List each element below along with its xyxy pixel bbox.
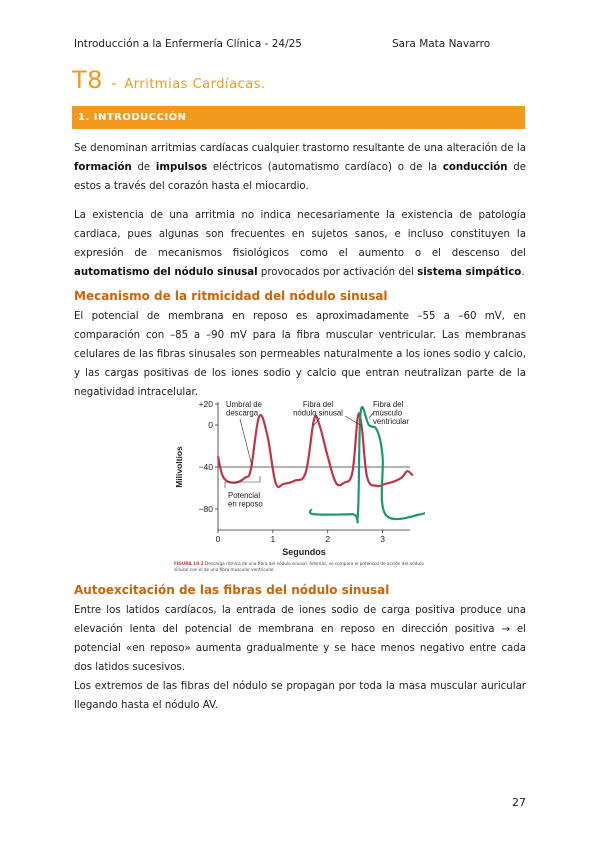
paragraph-existence xyxy=(74,206,526,282)
rest-annotation: Potencial en reposo xyxy=(228,491,263,509)
y-tick-label: −40 xyxy=(198,462,213,472)
page-number: 27 xyxy=(512,796,526,809)
sinus-annotation: Fibra del nódulo sinusal xyxy=(293,400,343,418)
x-tick-label: 2 xyxy=(325,534,331,544)
text-run: de xyxy=(131,162,156,173)
title-separator: - xyxy=(110,74,117,92)
y-axis-label: Milivoltios xyxy=(174,446,184,488)
threshold-pointer xyxy=(240,419,252,466)
text-run: provocados por activación del xyxy=(257,267,418,278)
header-course: Introducción a la Enfermería Clínica - 24/25 xyxy=(74,38,302,50)
arrow-icon: → xyxy=(501,624,510,635)
topic-number: T8 xyxy=(72,66,103,94)
text-bold: formación xyxy=(74,162,132,173)
subheading-autoexcitation: Autoexcitación de las fibras del nódulo sinusal xyxy=(74,583,390,597)
text-run: Se denominan arritmias cardíacas cualquier trastorno resultante de una alteración de la xyxy=(74,143,526,154)
rest-bracket xyxy=(225,476,260,488)
text-run: el potencial «en reposo» aumenta gradualmente y se hace menos negativo entre cada dos latidos sucesivos. xyxy=(74,624,526,673)
caption-text: Descarga rítmica de una fibra del nódulo sinusal. Además, se compara el potencial de acción del nódulo sinusal con el de una fibra muscular ventricular. xyxy=(174,561,424,572)
threshold-annotation: Umbral de descarga xyxy=(226,400,262,418)
x-tick-label: 0 xyxy=(215,534,221,544)
header-author: Sara Mata Navarro xyxy=(392,38,491,50)
text-run: Entre los latidos cardíacos, la entrada de iones sodio de carga positiva produce una elevación lenta del potencial de membrana en reposo en dirección positiva xyxy=(74,605,526,635)
text-bold: sistema simpático xyxy=(417,267,522,278)
text-run: eléctricos (automatismo cardíaco) o de la xyxy=(207,162,443,173)
x-tick-label: 1 xyxy=(270,534,276,544)
paragraph-membrane-potential: El potencial de membrana en reposo es aproximadamente –55 a –60 mV, en comparación con –85 a –90 mV para la fibra muscular ventricular. Las membranas celulares de las fibras sinusales son permeables naturalmente a los iones sodio y calcio, y las cargas positivas de los iones sodio y calcio que entran neutralizan parte de la negatividad intracelular. xyxy=(74,311,526,398)
x-tick-label: 3 xyxy=(380,534,385,544)
subheading-mechanism: Mecanismo de la ritmicidad del nódulo sinusal xyxy=(74,289,388,303)
figure-caption xyxy=(174,561,424,572)
paragraph-propagation: Los extremos de las fibras del nódulo se propagan por toda la masa muscular auricular llegando hasta el nódulo AV. xyxy=(74,681,526,711)
y-tick-label: −80 xyxy=(198,504,213,514)
paragraph-definition xyxy=(74,139,526,196)
text-bold: conducción xyxy=(442,162,508,173)
action-potential-figure xyxy=(170,396,425,574)
caption-label: FIGURA 10-2 xyxy=(174,561,204,566)
text-bold: impulsos xyxy=(155,162,208,173)
text-bold: automatismo del nódulo sinusal xyxy=(74,267,258,278)
text-run: . xyxy=(521,267,525,278)
action-potential-chart xyxy=(170,396,425,566)
y-tick-label: +20 xyxy=(198,399,213,409)
page-title xyxy=(72,66,266,94)
muscle-annotation: Fibra del músculo ventricular xyxy=(373,400,409,426)
text-run: La existencia de una arritmia no indica necesariamente la existencia de patología cardiaca, pues algunas son frecuentes en sujetos sanos, e incluso constituyen la expresión de mecanismos fisiológicos como el aumento o el descenso del xyxy=(74,210,526,259)
text-run: de estos a través del corazón hasta el miocardio. xyxy=(74,162,526,192)
paragraph-autoexcitation xyxy=(74,601,526,677)
topic-name: Arritmias Cardíacas. xyxy=(124,77,266,92)
y-tick-label: 0 xyxy=(208,420,213,430)
section-heading: 1. INTRODUCCIÓN xyxy=(72,106,525,129)
x-axis-label: Segundos xyxy=(282,547,326,557)
